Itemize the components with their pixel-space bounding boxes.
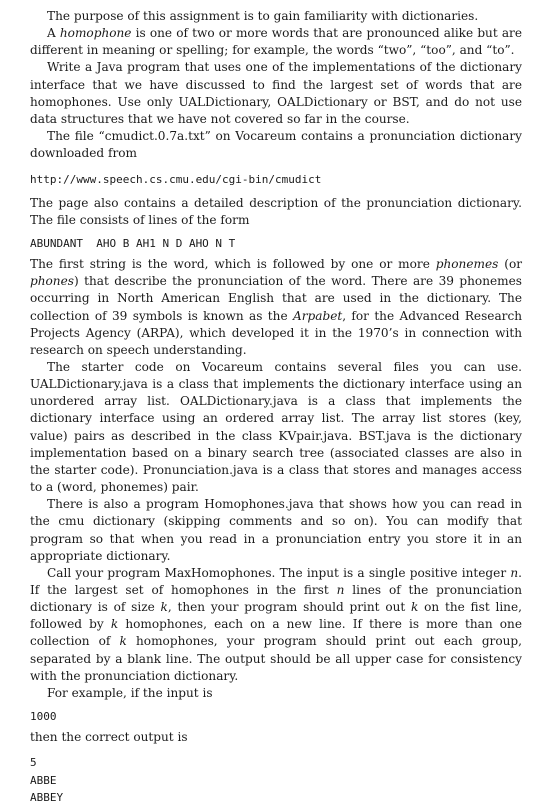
- text-run: on the fist line, followed by: [30, 600, 522, 632]
- paragraph-file-format: The page also contains a detailed description of the pronunciation dictionary. The file consists of lines of the form: [30, 195, 522, 227]
- emphasis-arpabet: Arpabet: [292, 308, 343, 323]
- output-line: ABBE: [30, 773, 57, 787]
- example-output: [30, 754, 522, 805]
- text-run: . If the largest set of homophones in the first: [30, 565, 522, 597]
- paragraph-file-source: The file “cmudict.0.7a.txt” on Vocareum contains a pronunciation dictionary downloaded from: [30, 129, 522, 161]
- text-run: A: [47, 26, 60, 41]
- math-k: k: [119, 634, 127, 649]
- paragraph-example-intro: For example, if the input is: [47, 685, 213, 700]
- emphasis-homophone: homophone: [59, 26, 132, 41]
- url-line: http://www.speech.cs.cmu.edu/cgi-bin/cmudict: [30, 173, 322, 187]
- emphasis-phonemes: phonemes: [435, 257, 499, 272]
- text-run: , for the Advanced Research Projects Agency (ARPA), which developed it in the 1970’s in connection with research on speech understanding.: [30, 308, 522, 357]
- paragraph-task: Write a Java program that uses one of the implementations of the dictionary interface that we have discussed to find the largest set of words that are homophones. Use only UALDictionary, OALDictionary or BST, and do not use data structures that we have not covered so far in the course.: [30, 60, 522, 126]
- paragraph-phonemes: [30, 256, 522, 359]
- output-line: 5: [30, 756, 37, 770]
- paragraph-output-intro: then the correct output is: [30, 730, 188, 745]
- text-run: lines of the pronunciation dictionary is of size: [30, 583, 522, 615]
- text-run: is one of two or more words that are pronounced alike but are different in meaning or spelling; for example, the words “two”, “too”, and “to”.: [30, 26, 522, 58]
- text-run: homophones, your program should print out each group, separated by a blank line. The output should be all upper case for consistency with the pronunciation dictionary.: [30, 634, 522, 683]
- example-input: 1000: [30, 710, 57, 724]
- document-page: [30, 8, 522, 806]
- paragraph-starter-code: The starter code on Vocareum contains several files you can use. UALDictionary.java is a class that implements the dictionary interface using an unordered array list. OALDictionary.java is a class that implements the dictionary interface using an ordered array list. The array list stores (key, value) pairs as described in the class KVpair.java. BST.java is the dictionary implementation based on a binary search tree (associated classes are also in the starter code). Pronunciation.java is a class that stores and manages access to a (word, phonemes) pair.: [30, 359, 522, 495]
- text-run: Call your program MaxHomophones. The input is a single positive integer: [47, 565, 511, 580]
- text-run: ) that describe the pronunciation of the word. There are 39 phonemes occurring in North American English that are used in the dictionary. The collection of 39 symbols is known as the: [30, 274, 522, 323]
- paragraph-max-homophones: [30, 565, 522, 685]
- math-k: k: [160, 600, 168, 615]
- text-run: The first string is the word, which is followed by one or more: [30, 257, 436, 272]
- paragraph-homophones-program: There is also a program Homophones.java that shows how you can read in the cmu dictionary (skipping comments and so on). You can modify that program so that when you read in a pronunciation entry you store it in an appropriate dictionary.: [30, 497, 522, 563]
- math-n: n: [510, 565, 519, 580]
- paragraph-purpose: The purpose of this assignment is to gain familiarity with dictionaries.: [47, 9, 479, 23]
- output-line: ABBEY: [30, 790, 64, 804]
- emphasis-phones: phones: [30, 274, 74, 289]
- text-run: , then your program should print out: [167, 600, 412, 615]
- paragraph-homophone-definition: [30, 25, 522, 59]
- text-run: (or: [498, 257, 523, 272]
- math-n: n: [336, 583, 345, 597]
- math-k: k: [411, 600, 419, 615]
- example-dictionary-line: ABUNDANT AHO B AH1 N D AHO N T: [30, 236, 236, 250]
- math-k: k: [110, 617, 119, 632]
- text-run: homophones, each on a new line. If there is more than one collection of: [30, 617, 522, 649]
